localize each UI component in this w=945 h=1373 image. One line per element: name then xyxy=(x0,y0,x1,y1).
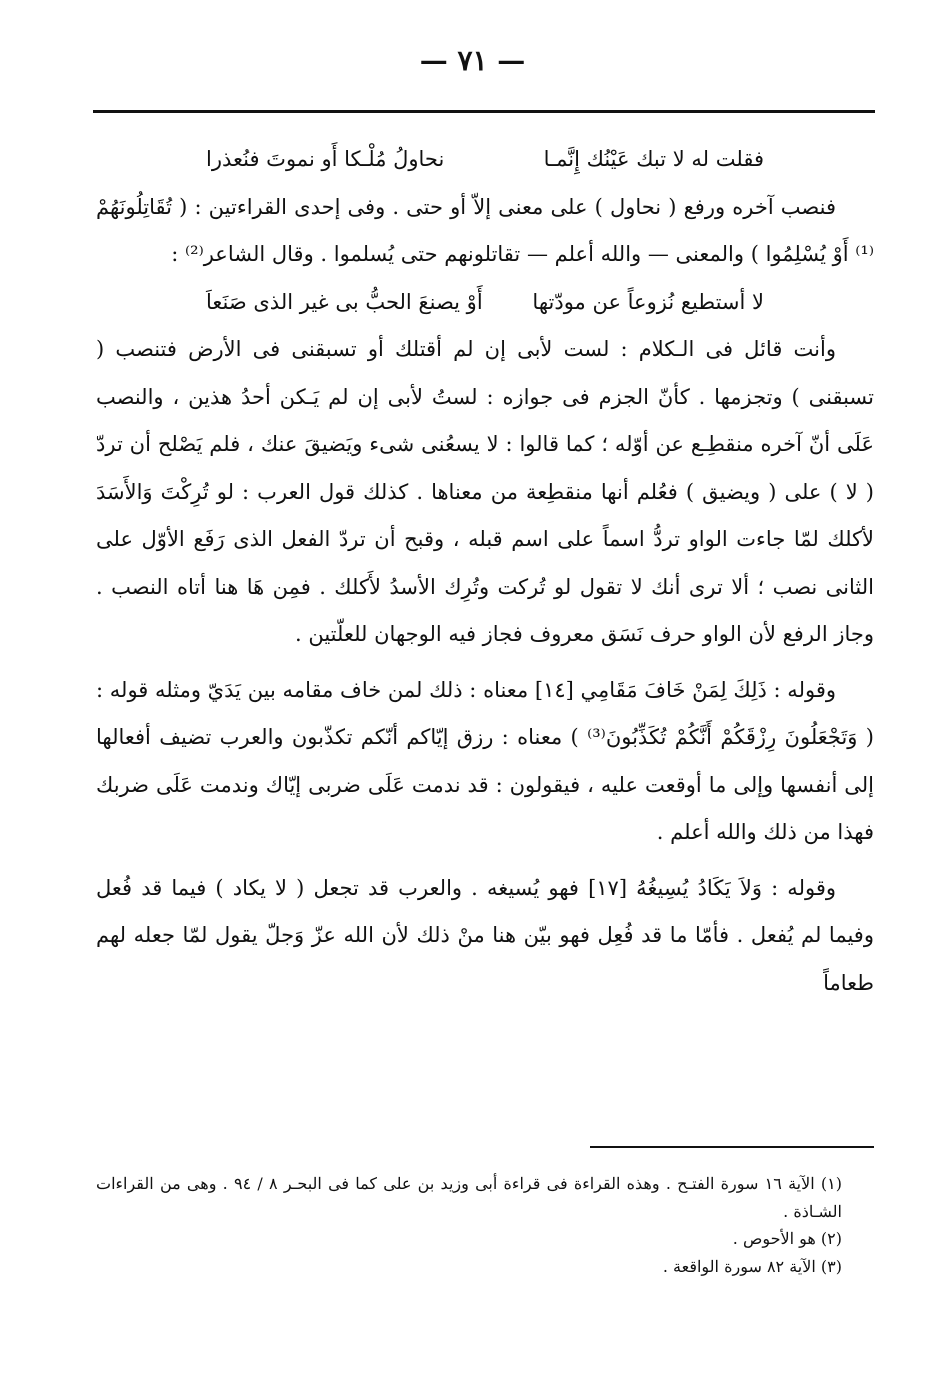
verse-2-left-hemistich: أَوْ يصنعَ الحبُّ بى غير الذى صَنَعاَ xyxy=(206,289,483,314)
page-number: — ٧١ — xyxy=(419,44,526,77)
verse-1 xyxy=(96,136,874,184)
paragraph-3: وقوله : ذَلِكَ لِمَنْ خَافَ مَقَامِي [١٤] معناه : ذلك لمن خاف مقامه بين يَدَيّ ومثله قوله : ( وَتَجْعَلُونَ رِزْقَكُمْ أَنَّكُمْ تُكَذِّبُونَ⁽³⁾ ) معناه : رزق إيّاكم أنّكم تكذّبون والعرب تضيف أفعالها إلى أنفسها وإلى ما أوقعت عليه ، فيقولون : قد ندمت عَلَى ضربى إيّاك وندمت عَلَى ضربك فهذا من ذلك والله أعلم . xyxy=(96,677,874,844)
main-text xyxy=(96,136,874,1007)
paragraph-gap xyxy=(96,659,874,667)
verse-2 xyxy=(96,279,874,327)
header-rule xyxy=(93,110,875,113)
verse-2-right-hemistich: لا أستطيع نُزوعاً عن مودّتها xyxy=(532,289,764,314)
verse-1-left-hemistich: نحاولُ مُلْـكا أَو نموتَ فنُعذرا xyxy=(206,147,445,171)
paragraph-4: وقوله : وَلاَ يَكَادُ يُسِيغُهُ [١٧] فهو يُسيغه . والعرب قد تجعل ( لا يكاد ) فيما قد فُعل وفيما لم يُفعل . فأمّا ما قد فُعِل فهو بيّن هنا منْ ذلك لأن الله عزّ وَجلّ يقول لمّا جعله لهم طعاماً xyxy=(96,875,874,995)
footnotes xyxy=(96,1170,874,1280)
footnote-2: (٢) هو الأحوص . xyxy=(732,1229,842,1248)
paragraph-gap xyxy=(96,857,874,865)
footnote-1: (١) الآية ١٦ سورة الفتـح . وهذه القراءة فى قراءة أبى وزيد بن على كما فى البحـر ٨ / ٩٤ . وهى من القراءات الشـاذة . xyxy=(96,1174,842,1221)
paragraph-2: وأنت قائل فى الـكلام : لست لأبى إن لم أقتلك أو تسبقنى فى الأرض فتنصب ( تسبقنى ) وتجزمها . كأنّ الجزم فى جوازه : لستُ لأبى إن لم يَـكن أحدُ هذين ، والنصب عَلَى أنّ آخره منقطِـع عن أوّله ؛ كما قالوا : لا يسعُنى شىء ويَضيقَ عنك ، فلم يَصْلح أن تردّ ( لا ) على ( ويضيق ) فعُلم أنها منقطِعة من معناها . كذلك قول العرب : لو تُرِكْتَ وَالأَسَدَ لأكلك لمّا جاءت الواو تردُّ اسماً على اسم قبله ، وقبح أن تردّ الفعل الذى رَفَع الأوّل على الثانى نصب ؛ ألا ترى أنك لا تقول لو تُركت وتُرِك الأسدُ لأَكلك . فمِن هَا هنا أتاه النصب . وجاز الرفع لأن الواو حرف نَسَق معروف فجاز فيه الوجهان للعلّتين . xyxy=(96,337,874,646)
footnote-3: (٣) الآية ٨٢ سورة الواقعة . xyxy=(662,1256,842,1276)
paragraph-1: فنصب آخره ورفع ( نحاول ) على معنى إلاّ أو حتى . وفى إحدى القراءتين : ( تُقَاتِلُونَهُمْ ⁽¹⁾ أَوْ يُسْلِمُوا ) والمعنى — والله أعلم — تقاتلونهم حتى يُسلموا . وقال الشاعر⁽²⁾ : xyxy=(96,194,874,266)
footnote-rule xyxy=(590,1146,874,1148)
verse-1-right-hemistich: فقلت له لا تبك عَيْنُك إِنَّمـا xyxy=(543,147,764,171)
